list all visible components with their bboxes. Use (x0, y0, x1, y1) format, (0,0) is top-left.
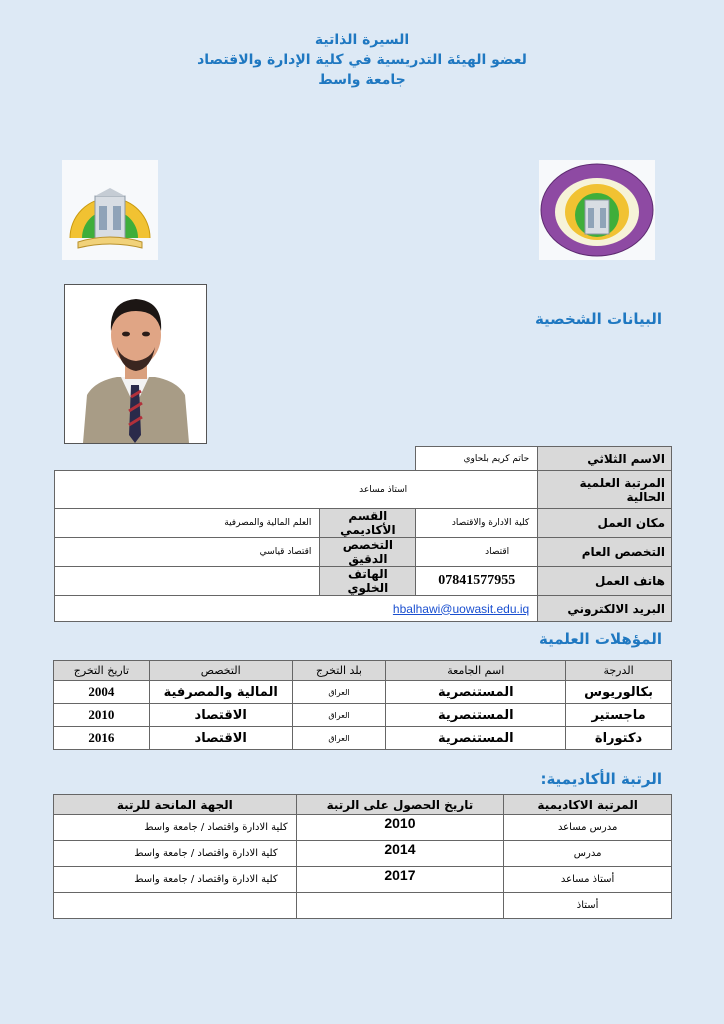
table-row (54, 704, 672, 727)
rank-year-cell: 2017 (296, 867, 504, 893)
academic-rank-heading: الرتبة الأكاديمية: (540, 770, 662, 788)
col-header-rank-date: تاريخ الحصول على الرتبة (296, 795, 504, 815)
table-row (54, 893, 672, 919)
rank-cell: أستاذ مساعد (504, 867, 672, 893)
table-row (55, 538, 672, 567)
specialty-cell: الاقتصاد (149, 704, 292, 727)
workplace-value: كلية الادارة والاقتصاد (416, 509, 538, 538)
name-value: حاتم كريم بلحاوي (416, 447, 538, 471)
university-cell: المستنصرية (386, 681, 566, 704)
col-header-degree: الدرجة (566, 661, 672, 681)
specific-spec-label: التخصص الدقيق (320, 538, 416, 567)
table-row (54, 841, 672, 867)
header-title: السيرة الذاتية (314, 32, 410, 48)
col-header-grad-year: تاريخ التخرج (54, 661, 150, 681)
table-header-row (54, 661, 672, 681)
header-university: جامعة واسط (318, 72, 406, 88)
workplace-label: مكان العمل (538, 509, 672, 538)
college-logo (539, 160, 655, 260)
general-spec-label: التخصص العام (538, 538, 672, 567)
col-header-university: اسم الجامعة (386, 661, 566, 681)
department-label: القسم الأكاديمي (320, 509, 416, 538)
email-label: البريد الالكتروني (538, 596, 672, 622)
granter-cell: كلية الادارة واقتصاد / جامعة واسط (54, 841, 297, 867)
empty-cell (55, 447, 416, 471)
department-value: العلم المالية والمصرفية (55, 509, 320, 538)
table-row (55, 447, 672, 471)
col-header-country: بلد التخرج (292, 661, 386, 681)
degree-cell: دكتوراة (566, 727, 672, 750)
table-row (54, 681, 672, 704)
col-header-specialty: التخصص (149, 661, 292, 681)
work-phone-label: هاتف العمل (538, 567, 672, 596)
col-header-rank: المرتبة الاكاديمية (504, 795, 672, 815)
rank-year-cell (296, 893, 504, 919)
degree-cell: ماجستير (566, 704, 672, 727)
work-phone-value: 07841577955 (416, 567, 538, 596)
col-header-granter: الجهة المانحة للرتبة (54, 795, 297, 815)
granter-cell (54, 893, 297, 919)
email-cell (55, 596, 538, 622)
qualifications-heading: المؤهلات العلمية (539, 630, 662, 648)
academic-rank-table (53, 794, 672, 919)
qualifications-table (53, 660, 672, 750)
table-row (55, 471, 672, 509)
granter-cell: كلية الادارة واقتصاد / جامعة واسط (54, 815, 297, 841)
table-row (54, 727, 672, 750)
personal-info-heading: البيانات الشخصية (534, 310, 662, 328)
rank-cell: مدرس مساعد (504, 815, 672, 841)
table-header-row (54, 795, 672, 815)
country-cell: العراق (292, 704, 386, 727)
personal-info-table (54, 446, 672, 622)
table-row (54, 867, 672, 893)
rank-cell: مدرس (504, 841, 672, 867)
email-link[interactable]: hbalhawi@uowasit.edu.iq (392, 601, 530, 616)
general-spec-value: اقتصاد (416, 538, 538, 567)
rank-cell: أستاذ (504, 893, 672, 919)
rank-year-cell: 2010 (296, 815, 504, 841)
wasit-university-logo (62, 160, 158, 260)
university-cell: المستنصرية (386, 704, 566, 727)
year-cell: 2010 (54, 704, 150, 727)
specialty-cell: المالية والمصرفية (149, 681, 292, 704)
name-label: الاسم الثلاثي (538, 447, 672, 471)
mobile-label: الهاتف الخلوي (320, 567, 416, 596)
mobile-value (55, 567, 320, 596)
year-cell: 2016 (54, 727, 150, 750)
country-cell: العراق (292, 727, 386, 750)
table-row (55, 596, 672, 622)
table-row (55, 509, 672, 538)
table-row (54, 815, 672, 841)
year-cell: 2004 (54, 681, 150, 704)
country-cell: العراق (292, 681, 386, 704)
university-cell: المستنصرية (386, 727, 566, 750)
specific-spec-value: اقتصاد قياسي (55, 538, 320, 567)
rank-value: استاذ مساعد (55, 471, 538, 509)
granter-cell: كلية الادارة واقتصاد / جامعة واسط (54, 867, 297, 893)
table-row (55, 567, 672, 596)
profile-photo (64, 284, 207, 444)
degree-cell: بكالوريوس (566, 681, 672, 704)
document-header (0, 30, 724, 90)
rank-label: المرتبة العلمية الحالية (538, 471, 672, 509)
rank-year-cell: 2014 (296, 841, 504, 867)
specialty-cell: الاقتصاد (149, 727, 292, 750)
header-subtitle: لعضو الهيئة التدريسية في كلية الإدارة والاقتصاد (197, 52, 527, 68)
